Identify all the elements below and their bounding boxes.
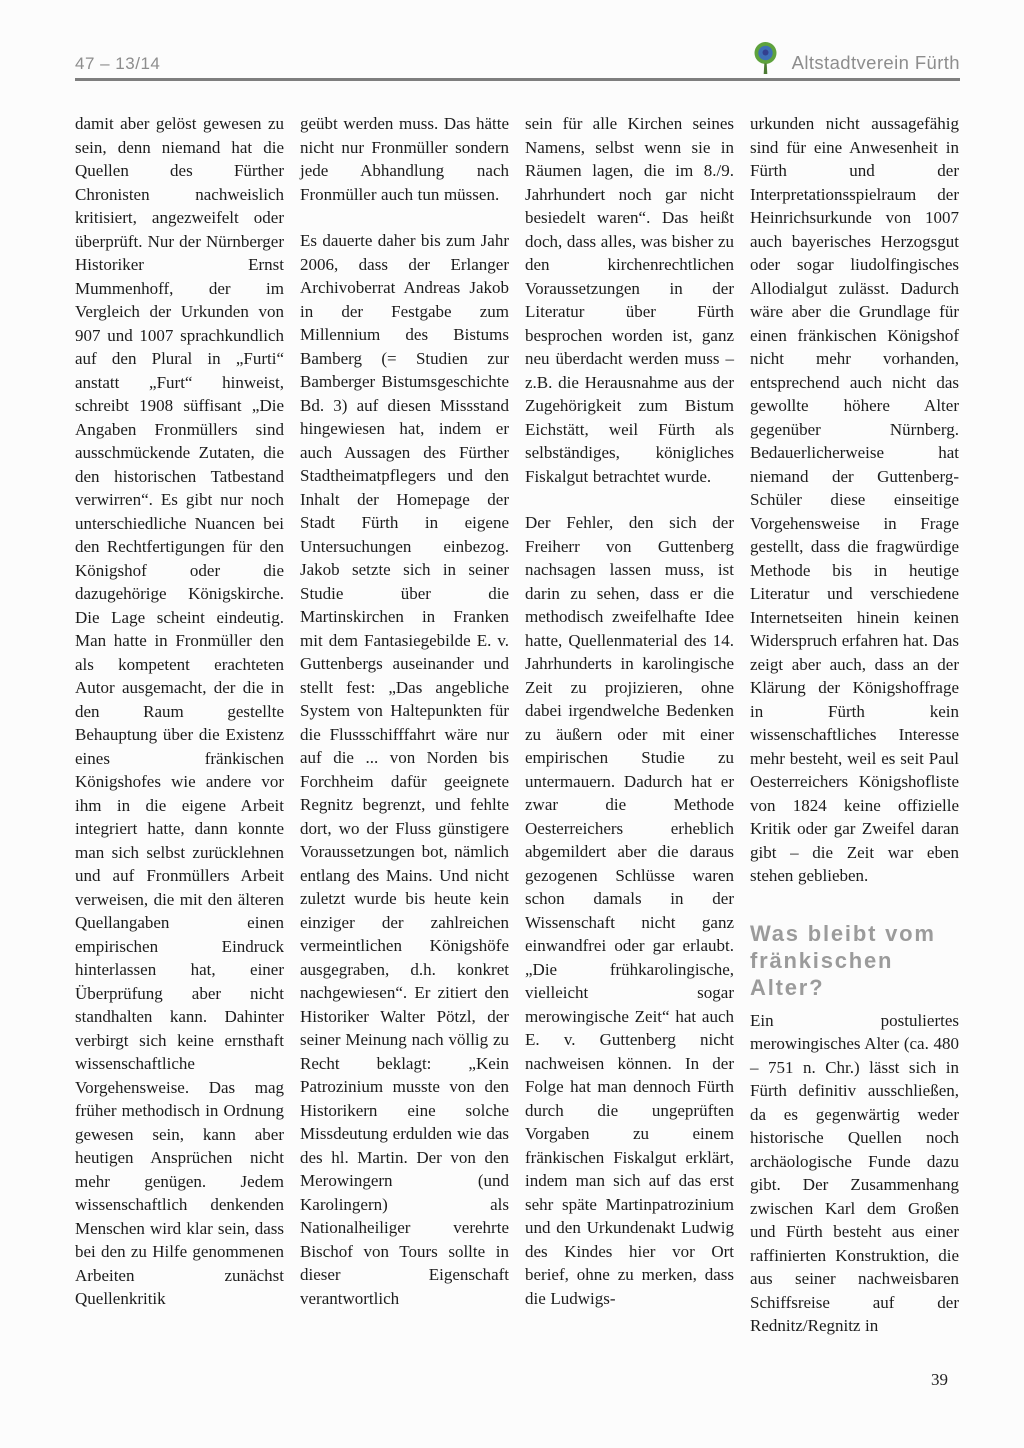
- paragraph: sein für alle Kirchen seines Namens, selbst wenn sie in Räumen lagen, die im 8./9. Jahrhundert noch gar nicht besiedelt waren“. Das heißt doch, dass alles, was bisher zu den kirchenrechtlichen Voraussetzungen in der Literatur über Fürth besprochen worden ist, ganz neu überdacht werden muss – z.B. die Herausnahme aus der Zugehörigkeit zum Bistum Eichstätt, weil Fürth als selbständiges, königliches Fiskalgut betrachtet wurde.: [525, 114, 734, 486]
- article-columns: [75, 112, 961, 1338]
- page-number: 39: [931, 1370, 948, 1389]
- brand-name: Altstadtverein Fürth: [791, 52, 960, 73]
- paragraph: Es dauerte daher bis zum Jahr 2006, dass der Erlanger Archivoberrat Andreas Jakob in der Festgabe zum Millennium des Bistums Bamberg (= Studien zur Bamberger Bistumsgeschichte Bd. 3) auf diesen Missstand hingewiesen hat, indem er auch Aussagen des Fürther Stadtheimatpflegers und den Inhalt der Homepage der Stadt Fürth in eigene Untersuchungen einbezog. Jakob setzte sich in seiner Studie über die Martinskirchen in Franken mit dem Fantasiegebilde E. v. Guttenbergs auseinander und stellt fest: „Das angebliche System von Haltepunkten für die Flussschifffahrt wäre nur auf die ... von Norden bis Forchheim dafür geeignete Regnitz begrenzt, und fehlte dort, wo der Fluss günstigere Voraussetzungen bot, nämlich entlang des Mains. Und nicht zuletzt wurde bis heute kein einziger der zahlreichen vermeintlichen Königshöfe ausgegraben, d.h. konkret nachgewiesen“. Er zitiert den Historiker Walter Pötzl, der seiner Meinung nach völlig zu Recht beklagt: „Kein Patrozinium musste von den Historikern eine solche Missdeutung erdulden wie das des hl. Martin. Der von den Merowingern (und Karolingern) als Nationalheiliger verehrte Bischof von Tours sollte in dieser Eigenschaft verantwortlich: [300, 231, 509, 1308]
- paragraph: damit aber gelöst gewesen zu sein, denn niemand hat die Quellen des Fürther Chronisten nachweislich kritisiert, angezweifelt oder überprüft. Nur der Nürnberger Historiker Ernst Mummenhoff, der im Vergleich der Urkunden von 907 und 1007 sprachkundlich auf den Plural in „Furti“ anstatt „Furt“ hinweist, schreibt 1908 süffisant „Die Angaben Fronmüllers sind ausschmückende Zutaten, die den historischen Tatbestand verwirren“. Es gibt nur noch unterschiedliche Nuancen bei den Rechtfertigungen für den Königshof oder die dazugehörige Königskirche. Die Lage scheint eindeutig. Man hatte in Fronmüller den als kompetent erachteten Autor ausgemacht, der die in den Raum gestellte Behauptung über die Existenz eines fränkischen Königshofes wie andere vor ihm in die eigene Arbeit integriert hatte, dann konnte man sich selbst zurücklehnen und auf Fronmüllers Arbeit verweisen, die mit den älteren Quellangaben einen empirischen Eindruck hinterlassen hat, einer Überprüfung aber nicht standhalten kann. Dahinter verbirgt sich keine ernsthaft wissenschaftliche Vorgehensweise. Das mag früher methodisch in Ordnung gewesen sein, kann aber heutigen Ansprüchen nicht mehr genügen. Jedem wissenschaftlich denkenden Menschen wird klar sein, dass bei den zu Hilfe genommenen Arbeiten zunächst Quellenkritik: [75, 114, 284, 1308]
- text-column-3: [525, 112, 734, 1338]
- tree-logo-icon: [753, 41, 778, 76]
- paragraph: urkunden nicht aussagefähig sind für eine Anwesenheit in Fürth und der Interpretationsspielraum der Heinrichsurkunde von 1007 auch bayerisches Herzogsgut oder sogar liudolfingisches Allodialgut zulässt. Dadurch wäre aber die Grundlage für einen fränkischen Königshof nicht mehr vorhanden, entsprechend auch nicht das gewollte höhere Alter gegenüber Nürnberg. Bedauerlicherweise hat niemand der Guttenberg-Schüler diese einseitige Vorgehensweise in Frage gestellt, dass die fragwürdige Methode bis in heutige Literatur und verschiedene Internetseiten hinein keinen Widerspruch erfahren hat. Das zeigt aber auch, dass an der Klärung der Königshoffrage in Fürth kein wissenschaftliches Interesse mehr besteht, weil es seit Paul Oesterreichers Königshofliste von 1824 keine offizielle Kritik oder gar Zweifel daran gibt – die Zeit war eben stehen geblieben.: [750, 114, 959, 885]
- paragraph: Der Fehler, den sich der Freiherr von Guttenberg nachsagen lassen muss, ist darin zu sehen, dass er die methodisch zweifelhafte Idee hatte, Quellenmaterial des 14. Jahrhunderts in karolingische Zeit zu projizieren, ohne dabei irgendwelche Bedenken zu äußern oder mit einer empirischen Studie zu untermauern. Dadurch hat er zwar die Methode Oesterreichers erheblich abgemildert aber die daraus gezogenen Schlüsse waren schon damals in der Wissenschaft nicht ganz einwandfrei oder gar erlaubt. „Die frühkarolingische, vielleicht sogar merowingische Zeit“ hat auch E. v. Guttenberg nicht nachweisen können. In der Folge hat man dennoch Fürth durch die ungeprüften Vorgaben zu einem fränkischen Fiskalgut erklärt, indem man sich auf das erst sehr späte Martinpatrozinium und den Urkundenakt Ludwig des Kindes hier vor Ort berief, ohne zu merken, dass die Ludwigs-: [525, 513, 734, 1308]
- paragraph: geübt werden muss. Das hätte nicht nur Fronmüller sondern jede Abhandlung nach Fronmüller auch tun müssen.: [300, 114, 509, 204]
- text-column-2: [300, 112, 509, 1338]
- brand: [753, 41, 960, 76]
- section-heading: Was bleibt vom fränkischen Alter?: [750, 920, 936, 1000]
- paragraph: Ein postuliertes merowingisches Alter (ca. 480 – 751 n. Chr.) lässt sich in Fürth definitiv ausschließen, da es gegenwärtig weder historische Quellen noch archäologische Funde dazu gibt. Der Zusammenhang zwischen Karl dem Großen und Fürth besteht aus einer raffinierten Konstruktion, die aus seiner nachweisbaren Schiffsreise auf der Rednitz/Regnitz in: [750, 1010, 959, 1335]
- text-column-1: [75, 112, 284, 1338]
- text-column-4: [750, 112, 959, 1338]
- page-header: [75, 40, 960, 76]
- issue-number: 47 – 13/14: [75, 54, 161, 73]
- header-rule: [75, 78, 960, 81]
